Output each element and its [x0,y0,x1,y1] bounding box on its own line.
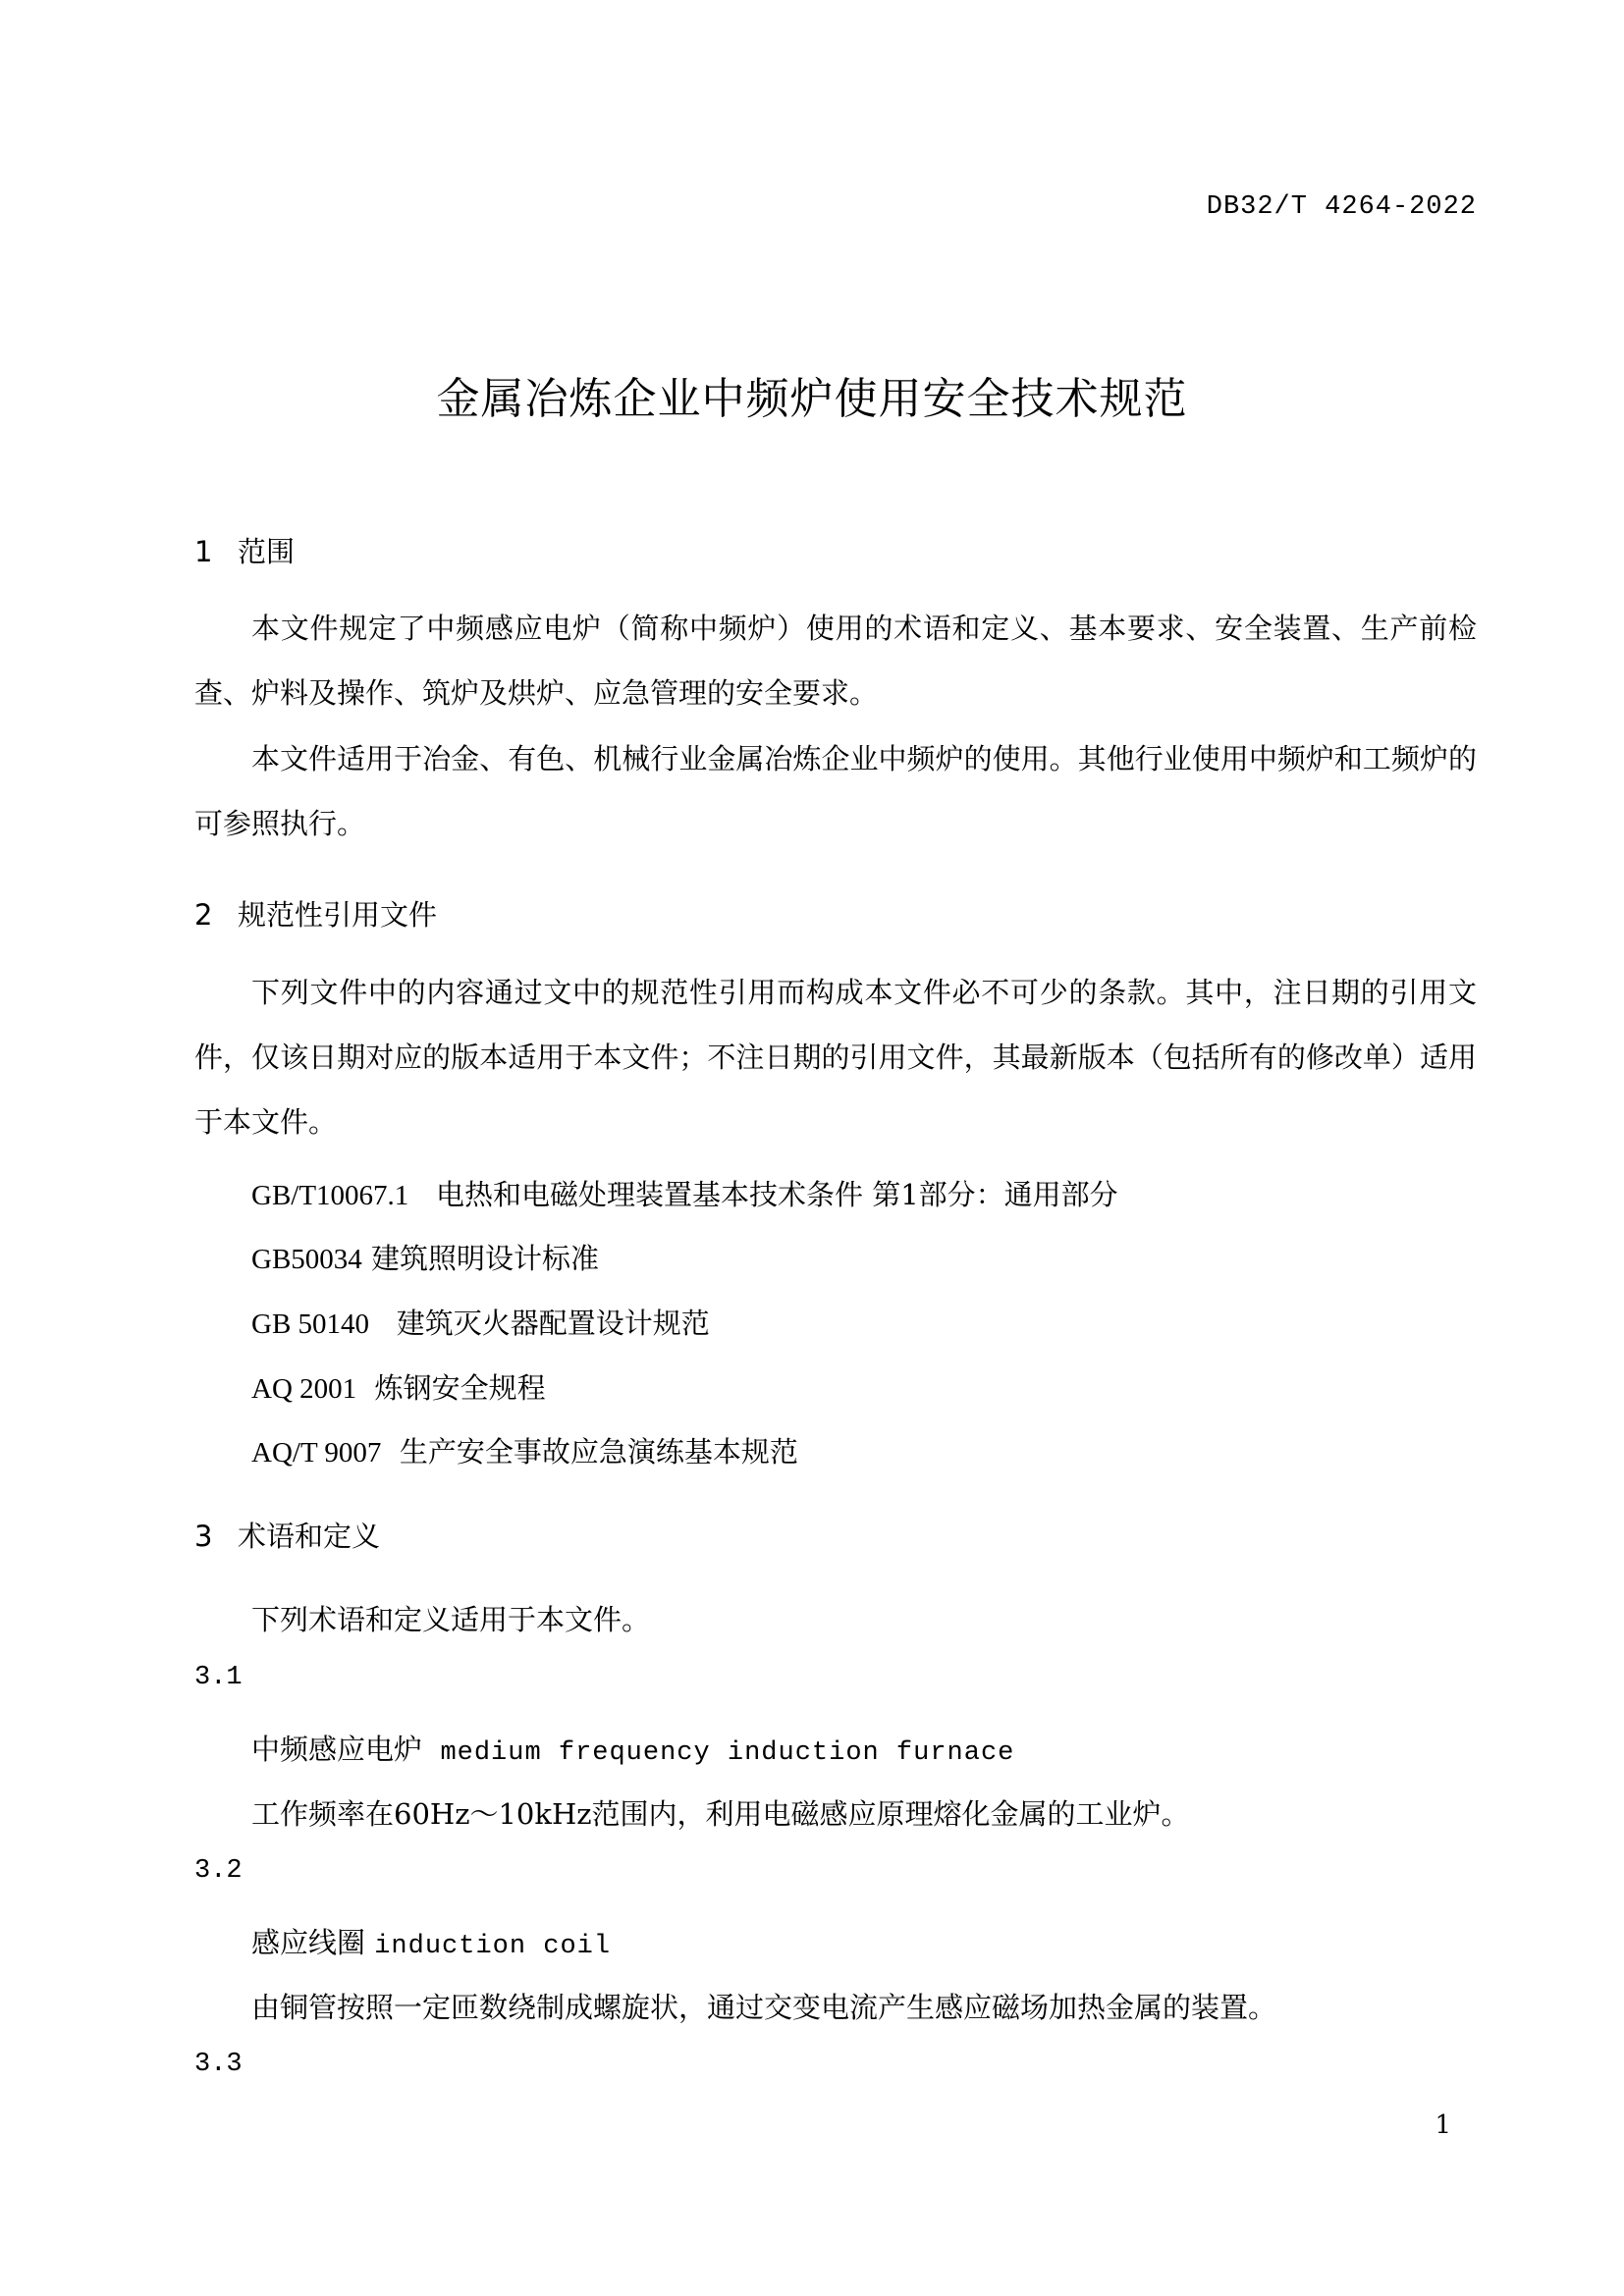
term-number: 3.1 [194,1663,243,1692]
reference-code: GB 50140 [251,1308,370,1340]
page-number: 1 [1435,2110,1451,2140]
reference-code: AQ/T 9007 [251,1437,382,1468]
paragraph: 下列文件中的内容通过文中的规范性引用而构成本文件必不可少的条款。其中，注日期的引用文件，仅该日期对应的版本适用于本文件；不注日期的引用文件，其最新版本（包括所有的修改单）适用于本文件。 [194,976,1477,1139]
term-name-en: induction coil [374,1932,612,1961]
paragraph: 本文件适用于冶金、有色、机械行业金属冶炼企业中频炉的使用。其他行业使用中频炉和工频炉的可参照执行。 [194,742,1477,840]
reference-code: AQ 2001 [251,1373,357,1405]
document-title: 金属冶炼企业中频炉使用安全技术规范 [436,374,1188,424]
term-name-zh: 感应线圈 [251,1926,366,1959]
section-title: 范围 [238,535,296,568]
reference-item [251,1366,546,1407]
term-definition: 由铜管按照一定匝数绕制成螺旋状，通过交变电流产生感应磁场加热金属的装置。 [251,1991,1277,2024]
reference-title: 炼钢安全规程 [374,1371,546,1405]
term-name-zh: 中频感应电炉 [251,1733,423,1766]
section-1-heading [194,530,295,570]
section-3-heading [194,1515,380,1555]
term-number: 3.3 [194,2050,243,2079]
reference-title: 建筑照明设计标准 [371,1242,600,1275]
term-name [251,1728,1014,1768]
term-name [251,1921,611,1961]
reference-title: 电热和电磁处理装置基本技术条件 第1部分：通用部分 [435,1178,1118,1211]
reference-item [251,1237,599,1277]
term-number: 3.2 [194,1856,243,1886]
section-title: 规范性引用文件 [238,898,438,932]
reference-item [251,1173,1118,1213]
section-number: 3 [194,1520,213,1553]
term-definition: 工作频率在60Hz～10kHz范围内，利用电磁感应原理熔化金属的工业炉。 [251,1797,1190,1831]
reference-item [251,1430,798,1470]
section-title: 术语和定义 [238,1520,381,1553]
reference-code: GB/T10067.1 [251,1180,409,1211]
standard-code: DB32/T 4264-2022 [1206,192,1477,222]
reference-title: 建筑灭火器配置设计规范 [396,1307,710,1340]
section-intro: 下列术语和定义适用于本文件。 [251,1603,651,1636]
reference-item [251,1302,710,1342]
term-name-en: medium frequency induction furnace [440,1738,1015,1768]
reference-title: 生产安全事故应急演练基本规范 [399,1435,798,1468]
paragraph: 本文件规定了中频感应电炉（简称中频炉）使用的术语和定义、基本要求、安全装置、生产前检查、炉料及操作、筑炉及烘炉、应急管理的安全要求。 [194,612,1477,710]
section-2-heading [194,893,437,934]
section-number: 2 [194,898,213,932]
section-number: 1 [194,535,213,568]
reference-code: GB50034 [251,1244,362,1275]
